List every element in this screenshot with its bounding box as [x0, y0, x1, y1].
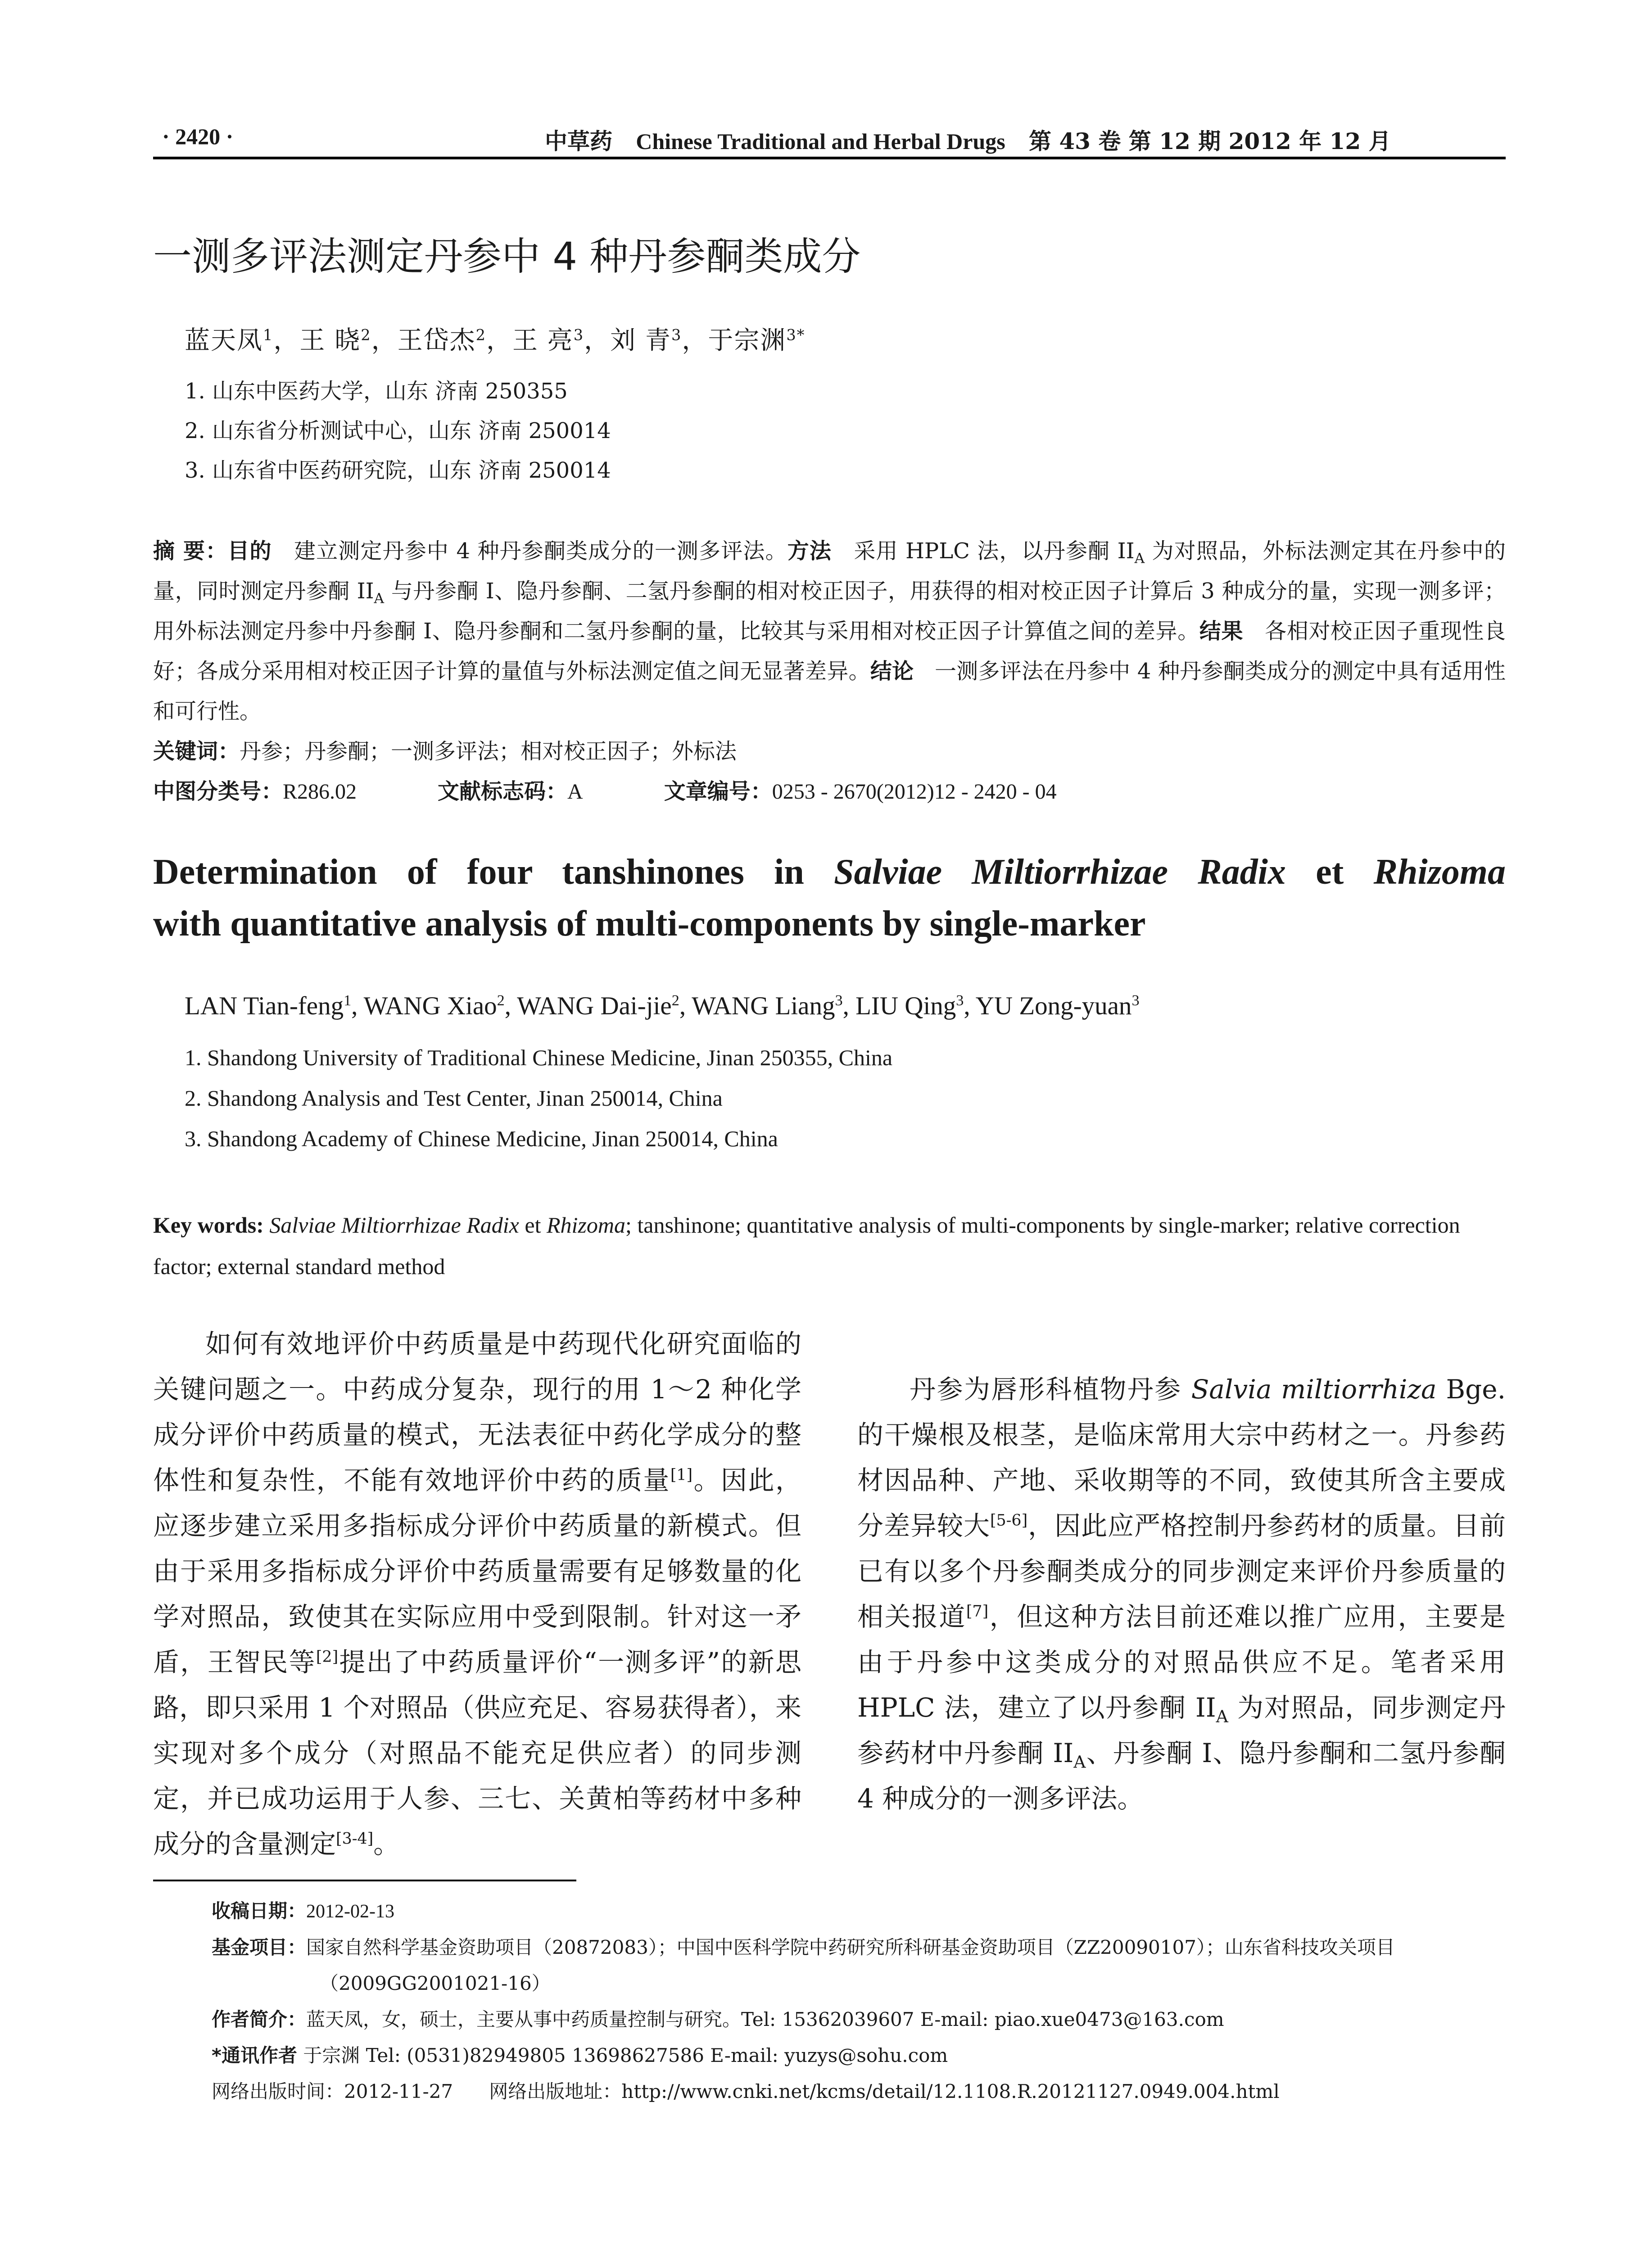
received-date: 收稿日期：2012-02-13: [212, 1900, 394, 1922]
author-bio: 作者简介：蓝天凤，女，硕士，主要从事中药质量控制与研究。Tel: 15362039607 E-mail: piao.xue0473@163.com: [212, 2008, 1224, 2030]
affiliation-cn-3: 3. 山东省中医药研究院，山东 济南 250014: [185, 458, 611, 483]
affiliation-cn-2: 2. 山东省分析测试中心，山东 济南 250014: [185, 418, 611, 443]
page-number: · 2420 ·: [162, 124, 234, 149]
journal-name-en: Chinese Traditional and Herbal Drugs: [636, 129, 1005, 154]
corresponding-author: *通讯作者 于宗渊 Tel: (0531)82949805 13698627586 E-mail: yuzys@sohu.com: [212, 2044, 948, 2066]
body-column-right: [857, 1321, 1506, 1822]
footnotes: [212, 1893, 1508, 2110]
journal-name-cn: 中草药: [545, 128, 612, 154]
affiliation-en-1: 1. Shandong University of Traditional Chinese Medicine, Jinan 250355, China: [185, 1045, 893, 1070]
abstract-cn: [153, 531, 1506, 812]
issue-info: 第 43 卷 第 12 期 2012 年 12 月: [1028, 128, 1391, 154]
funding-continued: （2009GG2001021-16）: [320, 1972, 551, 1994]
header-rule: [153, 157, 1506, 159]
body-column-left: [153, 1321, 801, 1867]
body-paragraph-2: 丹参为唇形科植物丹参 Salvia miltiorrhiza Bge. 的干燥根及根茎，是临床常用大宗中药材之一。丹参药材因品种、产地、采收期等的不同，致使其所含主要成分差异较大[5-6]，因此应严格控制丹参药材的质量。目前已有以多个丹参酮类成分的同步测定来评价丹参质量的相关报道[7]，但这种方法目前还难以推广应用，主要是由于丹参中这类成分的对照品供应不足。笔者采用 HPLC 法，建立了以丹参酮 $II_A$ 为对照品，同步测定丹参药材中丹参酮 $II_A$、丹参酮 I、隐丹参酮和二氢丹参酮 4 种成分的一测多评法。: [857, 1374, 1506, 1814]
title-cn: 一测多评法测定丹参中 4 种丹参酮类成分: [153, 234, 861, 279]
authors-en: LAN Tian-feng$^1$, WANG Xiao$^2$, WANG Dai-jie$^2$, WANG Liang$^3$, LIU Qing$^3$, YU Zong-yuan$^3$: [185, 992, 1140, 1020]
abstract-body: 摘 要：目的 建立测定丹参中 4 种丹参酮类成分的一测多评法。方法 采用 HPLC 法，以丹参酮 $II_A$ 为对照品，外标法测定其在丹参中的量，同时测定丹参酮 $II_A$ 与丹参酮 I、隐丹参酮、二氢丹参酮的相对校正因子，用获得的相对校正因子计算后 3 种成分的量，实现一测多评；用外标法测定丹参中丹参酮 I、隐丹参酮和二氢丹参酮的量，比较其与采用相对校正因子计算值之间的差异。结果 各相对校正因子重现性良好；各成分采用相对校正因子计算的量值与外标法测定值之间无显著差异。结论 一测多评法在丹参中 4 种丹参酮类成分的测定中具有适用性和可行性。: [153, 538, 1506, 724]
journal-info: [545, 123, 1391, 156]
classification-line: 中图分类号：R286.02 文献标志码：A 文章编号：0253 - 2670(2012)12 - 2420 - 04: [153, 779, 1057, 804]
online-publication: 网络出版时间：2012-11-27 网络出版地址：http://www.cnki.net/kcms/detail/12.1108.R.20121127.0949.004.html: [212, 2080, 1280, 2102]
running-header: [153, 118, 1506, 154]
affiliation-cn-1: 1. 山东中医药大学，山东 济南 250355: [185, 379, 568, 404]
title-en: Determination of four tanshinones in Salviae Miltiorrhizae Radix et Rhizoma with quantitative analysis of multi-components by single-marker: [153, 852, 1506, 944]
keywords-cn: 关键词：丹参；丹参酮；一测多评法；相对校正因子；外标法: [153, 739, 737, 764]
funding: 基金项目：国家自然科学基金资助项目（20872083）；中国中医科学院中药研究所科研基金资助项目（ZZ20090107）；山东省科技攻关项目: [212, 1936, 1395, 1958]
body-paragraph-1: 如何有效地评价中药质量是中药现代化研究面临的关键问题之一。中药成分复杂，现行的用 1～2 种化学成分评价中药质量的模式，无法表征中药化学成分的整体性和复杂性，不能有效地评价中药的质量[1]。因此，应逐步建立采用多指标成分评价中药质量的新模式。但由于采用多指标成分评价中药质量需要有足够数量的化学对照品，致使其在实际应用中受到限制。针对这一矛盾，王智民等[2]提出了中药质量评价“一测多评”的新思路，即只采用 1 个对照品（供应充足、容易获得者），来实现对多个成分（对照品不能充足供应者）的同步测定，并已成功运用于人参、三七、关黄柏等药材中多种成分的含量测定[3-4]。: [153, 1329, 801, 1859]
keywords-en: Key words: Salviae Miltiorrhizae Radix et Rhizoma; tanshinone; quantitative analysis of multi-components by single-marker; relative correction factor; external standard method: [153, 1212, 1460, 1279]
affiliation-en-2: 2. Shandong Analysis and Test Center, Jinan 250014, China: [185, 1085, 723, 1111]
authors-cn: 蓝天凤$^1$，王 晓$^2$，王岱杰$^2$，王 亮$^3$，刘 青$^3$，于宗渊$^{3*}$: [185, 326, 806, 355]
footnote-rule: [153, 1880, 576, 1881]
affiliation-en-3: 3. Shandong Academy of Chinese Medicine, Jinan 250014, China: [185, 1126, 778, 1151]
